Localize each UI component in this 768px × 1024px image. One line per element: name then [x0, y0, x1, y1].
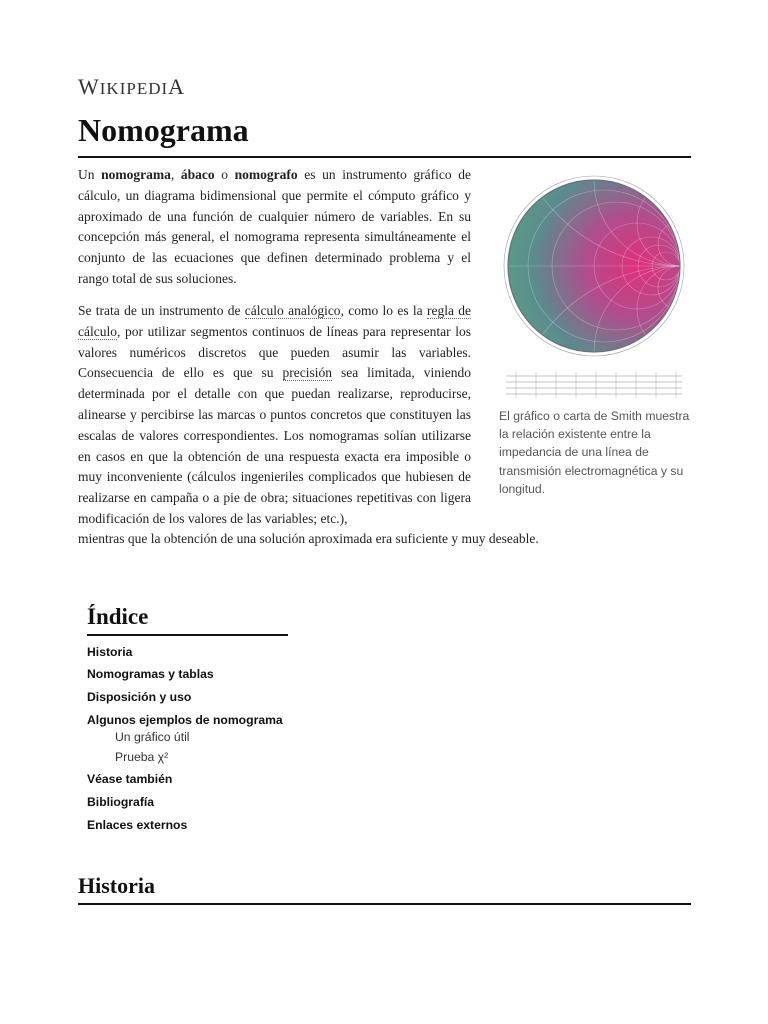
- link-calculo-analogico[interactable]: cálculo analógico: [244, 303, 341, 318]
- toc-item-algunos-ejemplos[interactable]: Algunos ejemplos de nomograma: [87, 713, 283, 727]
- toc-item-disposicion-y-uso[interactable]: Disposición y uso: [87, 690, 192, 704]
- logo-middle-letters: IKIPEDI: [99, 79, 169, 98]
- page-title: Nomograma: [78, 112, 249, 148]
- toc-subitem-un-grafico-util[interactable]: Un gráfico útil: [115, 730, 190, 744]
- section-divider: [78, 903, 691, 905]
- smith-chart-figure[interactable]: [496, 172, 692, 404]
- second-paragraph: Se trata de un instrumento de cálculo analógico, como lo es la regla de cálculo, por utilizar segmentos continuos de líneas para representar los valores numéricos discretos que pueden asumir las variables. Consecuencia de ello es que su precisión sea limitada, viniendo determinada por el detalle con que puedan realizarse, reproducirse, alinearse y percibirse las marcas o puntos concretos que constituyen las escalas de valores correspondientes. Los nomogramas solían utilizarse en casos en que la obtención de una respuesta exacta era imposible o muy inconveniente (cálculos ingenieriles complicados que hubiesen de realizarse en campaña o a pie de obra; situaciones repetitivas con ligera modificación de los valores de las variables; etc.),: [78, 303, 471, 526]
- term-nomograma: nomograma: [101, 167, 171, 182]
- link-regla-de-calculo[interactable]: regla de cálculo: [78, 303, 471, 339]
- section-heading-historia: Historia: [78, 873, 155, 898]
- logo-last-letter: A: [168, 74, 186, 99]
- second-paragraph-last-line: mientras que la obtención de una solución aproximada era suficiente y muy deseable.: [78, 531, 539, 546]
- toc-item-enlaces-externos[interactable]: Enlaces externos: [87, 818, 188, 832]
- intro-paragraph: Un nomograma, ábaco o nomografo es un instrumento gráfico de cálculo, un diagrama bidimensional que permite el cómputo gráfico y aproximado de una función de cualquier número de variables. En su concepción más general, el nomograma representa simultáneamente el conjunto de las ecuaciones que definen determinado problema y el rango total de sus soluciones.: [78, 167, 472, 286]
- title-divider: [78, 156, 691, 158]
- smith-chart-image: [496, 172, 692, 404]
- term-abaco: ábaco: [180, 167, 215, 182]
- toc-item-historia[interactable]: Historia: [87, 645, 133, 659]
- figure-caption: El gráfico o carta de Smith muestra la relación existente entre la impedancia de una línea de transmisión electromagnética y su longitud.: [499, 409, 690, 496]
- link-precision[interactable]: precisión: [282, 365, 332, 381]
- toc-item-vease-tambien[interactable]: Véase también: [87, 772, 173, 786]
- toc-title: Índice: [87, 604, 149, 629]
- toc-item-nomogramas-y-tablas[interactable]: Nomogramas y tablas: [87, 667, 214, 681]
- logo-first-letter: W: [78, 74, 100, 99]
- toc-divider: [87, 634, 288, 636]
- wikipedia-logo[interactable]: [78, 74, 185, 100]
- term-nomografo: nomografo: [234, 167, 298, 182]
- toc-subitem-prueba-chi2[interactable]: Prueba χ²: [115, 750, 169, 764]
- toc-item-bibliografia[interactable]: Bibliografía: [87, 795, 155, 809]
